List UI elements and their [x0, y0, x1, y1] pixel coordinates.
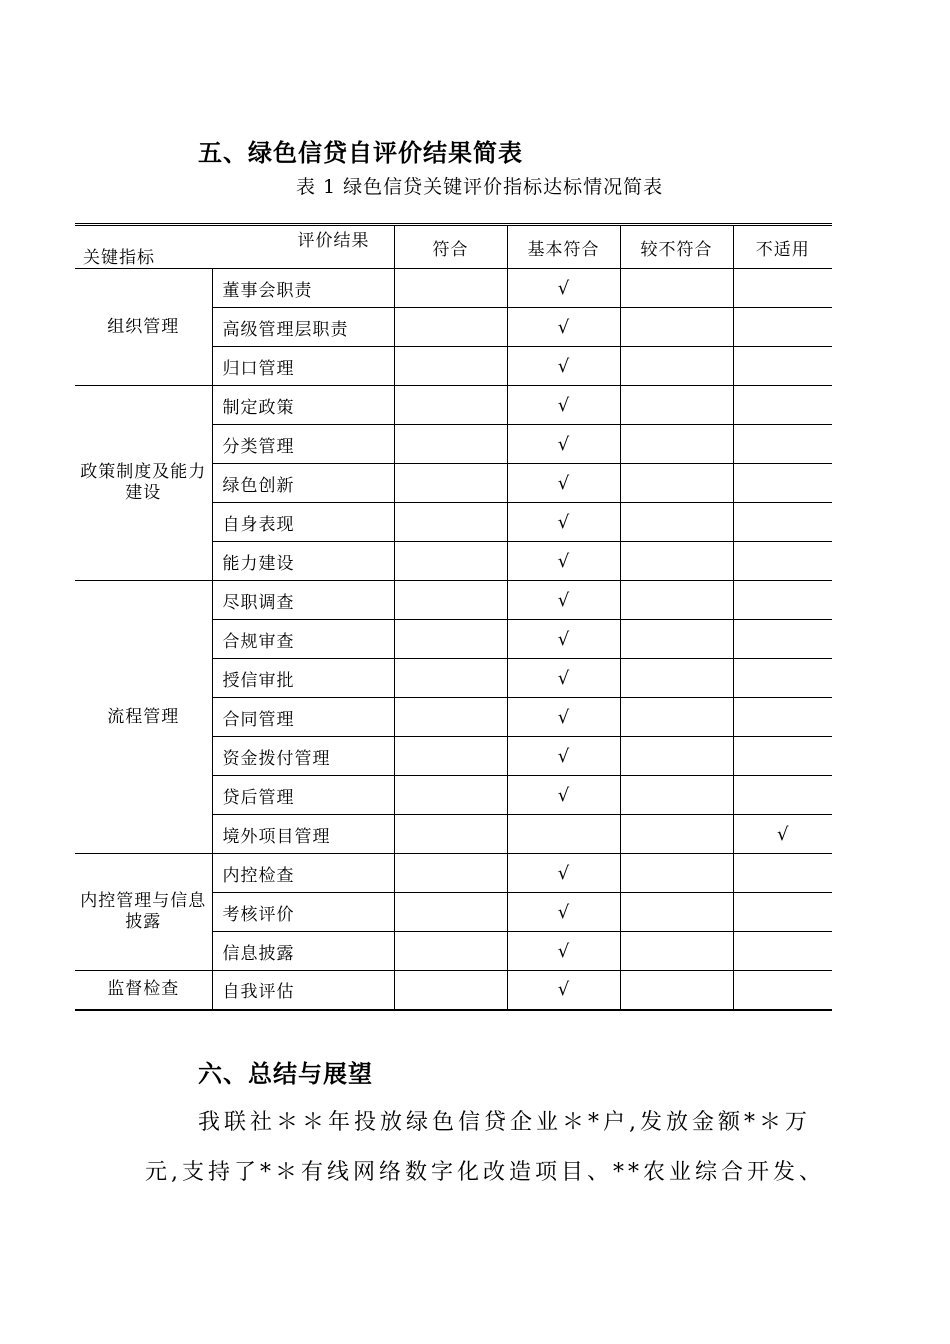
check-mark-cell: √	[507, 425, 620, 464]
table-row	[75, 269, 832, 308]
empty-result-cell	[394, 269, 507, 308]
indicator-cell: 能力建设	[212, 542, 394, 581]
table-row	[75, 854, 832, 893]
check-mark-cell: √	[507, 932, 620, 971]
empty-result-cell	[733, 347, 832, 386]
empty-result-cell	[394, 815, 507, 854]
empty-result-cell	[394, 971, 507, 1010]
check-mark-cell: √	[507, 698, 620, 737]
empty-result-cell	[733, 737, 832, 776]
table-row	[75, 386, 832, 425]
empty-result-cell	[733, 659, 832, 698]
column-header: 较不符合	[620, 225, 733, 269]
empty-result-cell	[733, 542, 832, 581]
empty-result-cell	[733, 776, 832, 815]
category-cell: 内控管理与信息披露	[75, 854, 212, 971]
empty-result-cell	[394, 932, 507, 971]
table-caption: 表 1 绿色信贷关键评价指标达标情况简表	[296, 176, 664, 198]
empty-result-cell	[620, 308, 733, 347]
indicator-cell: 信息披露	[212, 932, 394, 971]
column-header: 基本符合	[507, 225, 620, 269]
check-mark-cell: √	[507, 386, 620, 425]
empty-result-cell	[620, 269, 733, 308]
column-header: 不适用	[733, 225, 832, 269]
empty-result-cell	[733, 503, 832, 542]
empty-result-cell	[733, 581, 832, 620]
check-mark-cell: √	[507, 854, 620, 893]
empty-result-cell	[394, 425, 507, 464]
empty-result-cell	[394, 893, 507, 932]
indicator-cell: 考核评价	[212, 893, 394, 932]
empty-result-cell	[394, 698, 507, 737]
table-header-row	[75, 225, 832, 269]
empty-result-cell	[733, 971, 832, 1010]
indicator-cell: 高级管理层职责	[212, 308, 394, 347]
indicator-cell: 自我评估	[212, 971, 394, 1010]
column-header: 符合	[394, 225, 507, 269]
empty-result-cell	[507, 815, 620, 854]
empty-result-cell	[394, 464, 507, 503]
check-mark-cell: √	[507, 581, 620, 620]
empty-result-cell	[620, 932, 733, 971]
empty-result-cell	[394, 503, 507, 542]
category-cell: 组织管理	[75, 269, 212, 386]
empty-result-cell	[620, 620, 733, 659]
indicator-cell: 归口管理	[212, 347, 394, 386]
empty-result-cell	[620, 503, 733, 542]
empty-result-cell	[394, 659, 507, 698]
empty-result-cell	[620, 347, 733, 386]
empty-result-cell	[733, 893, 832, 932]
check-mark-cell: √	[507, 269, 620, 308]
empty-result-cell	[394, 620, 507, 659]
indicator-cell: 尽职调查	[212, 581, 394, 620]
empty-result-cell	[733, 854, 832, 893]
category-cell: 政策制度及能力建设	[75, 386, 212, 581]
indicator-cell: 分类管理	[212, 425, 394, 464]
empty-result-cell	[394, 386, 507, 425]
indicator-cell: 合规审查	[212, 620, 394, 659]
indicator-cell: 董事会职责	[212, 269, 394, 308]
empty-result-cell	[620, 893, 733, 932]
empty-result-cell	[620, 659, 733, 698]
empty-result-cell	[620, 425, 733, 464]
check-mark-cell: √	[507, 776, 620, 815]
empty-result-cell	[733, 269, 832, 308]
check-mark-cell: √	[507, 308, 620, 347]
indicator-cell: 制定政策	[212, 386, 394, 425]
paragraph-line: 元,支持了*＊有线网络数字化改造项目、**农业综合开发、	[145, 1160, 825, 1185]
indicator-cell: 内控检查	[212, 854, 394, 893]
empty-result-cell	[620, 386, 733, 425]
empty-result-cell	[733, 698, 832, 737]
check-mark-cell: √	[507, 737, 620, 776]
check-mark-cell: √	[507, 542, 620, 581]
empty-result-cell	[620, 776, 733, 815]
indicator-cell: 授信审批	[212, 659, 394, 698]
check-mark-cell: √	[507, 347, 620, 386]
indicator-cell: 资金拨付管理	[212, 737, 394, 776]
header-indicator-label: 关键指标	[83, 248, 155, 268]
check-mark-cell: √	[507, 464, 620, 503]
table-row	[75, 971, 832, 1010]
empty-result-cell	[620, 542, 733, 581]
empty-result-cell	[620, 698, 733, 737]
empty-result-cell	[733, 386, 832, 425]
diagonal-header-cell	[75, 225, 394, 269]
indicator-cell: 境外项目管理	[212, 815, 394, 854]
empty-result-cell	[394, 581, 507, 620]
check-mark-cell: √	[507, 620, 620, 659]
empty-result-cell	[620, 464, 733, 503]
empty-result-cell	[394, 854, 507, 893]
empty-result-cell	[733, 464, 832, 503]
indicator-cell: 绿色创新	[212, 464, 394, 503]
paragraph-line: 我联社＊＊年投放绿色信贷企业＊*户,发放金额*＊万	[198, 1110, 811, 1135]
empty-result-cell	[733, 308, 832, 347]
empty-result-cell	[620, 854, 733, 893]
empty-result-cell	[733, 620, 832, 659]
empty-result-cell	[394, 737, 507, 776]
section-title: 六、总结与展望	[198, 1060, 373, 1088]
empty-result-cell	[394, 542, 507, 581]
table-row	[75, 581, 832, 620]
indicator-cell: 贷后管理	[212, 776, 394, 815]
empty-result-cell	[394, 776, 507, 815]
empty-result-cell	[394, 347, 507, 386]
indicator-cell: 自身表现	[212, 503, 394, 542]
indicator-cell: 合同管理	[212, 698, 394, 737]
check-mark-cell: √	[507, 659, 620, 698]
section-title: 五、绿色信贷自评价结果简表	[198, 139, 523, 167]
empty-result-cell	[620, 737, 733, 776]
check-mark-cell: √	[507, 503, 620, 542]
evaluation-table	[75, 223, 832, 1011]
check-mark-cell: √	[507, 971, 620, 1010]
empty-result-cell	[733, 932, 832, 971]
empty-result-cell	[733, 425, 832, 464]
header-result-label: 评价结果	[297, 231, 370, 251]
empty-result-cell	[620, 581, 733, 620]
check-mark-cell: √	[507, 893, 620, 932]
category-cell: 监督检查	[75, 971, 212, 1010]
check-mark-cell: √	[733, 815, 832, 854]
category-cell: 流程管理	[75, 581, 212, 854]
empty-result-cell	[620, 971, 733, 1010]
empty-result-cell	[620, 815, 733, 854]
empty-result-cell	[394, 308, 507, 347]
